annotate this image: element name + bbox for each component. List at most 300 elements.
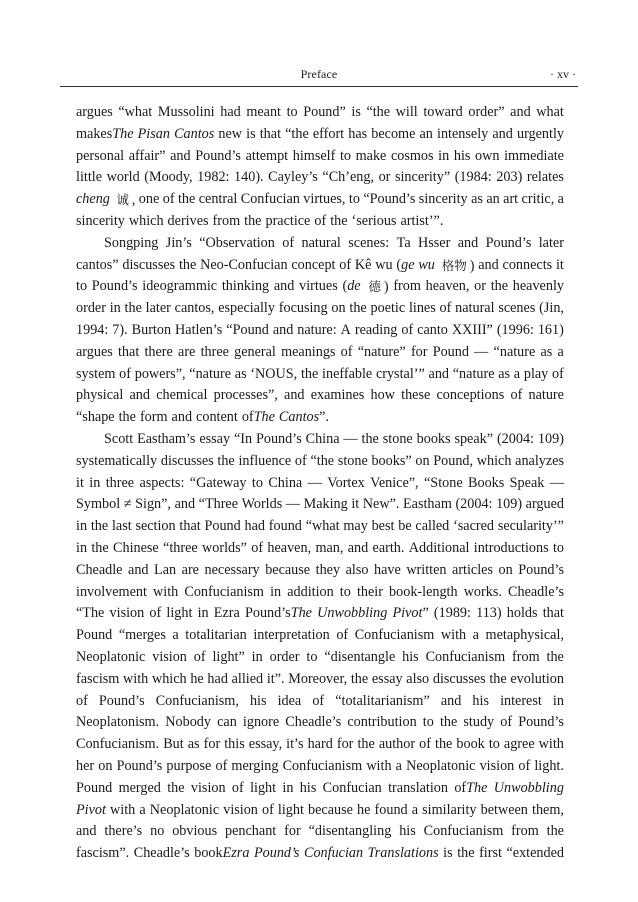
text: the xyxy=(489,670,507,687)
word xyxy=(479,843,502,865)
text: influence xyxy=(238,452,292,469)
text: 1982: xyxy=(197,169,230,186)
word xyxy=(419,734,431,756)
word xyxy=(473,625,479,647)
text: for xyxy=(284,823,301,840)
text: the xyxy=(90,518,109,535)
word xyxy=(539,734,564,756)
text: on xyxy=(415,452,430,469)
text: from xyxy=(512,648,540,665)
word xyxy=(343,429,357,451)
text: his xyxy=(399,823,416,840)
word xyxy=(125,298,142,320)
text: the xyxy=(124,300,142,317)
word xyxy=(472,691,489,713)
word xyxy=(118,102,152,124)
text: scenes: xyxy=(348,234,390,251)
text: Neoplatonism. xyxy=(76,714,160,731)
word xyxy=(246,124,255,146)
word xyxy=(199,429,230,451)
word xyxy=(204,516,240,538)
text: her xyxy=(76,757,95,774)
text: light xyxy=(277,801,304,818)
word xyxy=(76,473,84,495)
text: on xyxy=(498,561,513,578)
word xyxy=(308,473,322,495)
word xyxy=(179,255,196,277)
text: practice xyxy=(265,212,311,229)
text: with xyxy=(440,627,467,644)
word xyxy=(497,429,534,451)
text-line xyxy=(76,407,564,429)
word xyxy=(464,582,502,604)
text: vision xyxy=(152,648,187,665)
text: evolution xyxy=(510,670,564,687)
word xyxy=(547,647,564,669)
text: light. xyxy=(534,757,564,774)
word xyxy=(235,364,247,386)
word xyxy=(135,516,175,538)
text: of xyxy=(119,365,131,382)
word xyxy=(433,342,469,364)
word xyxy=(426,647,506,669)
word xyxy=(474,276,486,298)
text: — xyxy=(285,496,301,513)
text: ‘sacred xyxy=(453,518,495,535)
word xyxy=(513,276,564,298)
text: to xyxy=(286,104,298,120)
text: “the xyxy=(366,104,391,120)
text: books” xyxy=(371,452,412,469)
word xyxy=(324,647,395,669)
text: of xyxy=(76,692,88,709)
text: “the xyxy=(285,125,309,142)
text: Confucianism xyxy=(282,757,363,774)
word xyxy=(552,364,564,386)
text: metaphysical, xyxy=(485,627,564,644)
word xyxy=(262,800,274,822)
word xyxy=(189,364,231,386)
text: argues xyxy=(76,104,113,120)
word xyxy=(422,800,476,822)
text: discusses xyxy=(160,452,214,469)
word xyxy=(504,146,564,168)
word xyxy=(418,233,450,255)
text: Books xyxy=(468,474,505,491)
text: this xyxy=(224,736,245,753)
text: the xyxy=(546,823,564,840)
text: later xyxy=(538,234,564,251)
text-line xyxy=(76,778,564,800)
word xyxy=(286,734,303,756)
text: section xyxy=(135,518,176,535)
text: penchant xyxy=(225,823,277,840)
word xyxy=(198,603,209,625)
word xyxy=(500,712,512,734)
text: that xyxy=(117,343,140,360)
italic-text: wu xyxy=(418,256,435,273)
word xyxy=(161,451,214,473)
text: order xyxy=(269,648,300,665)
word xyxy=(119,407,136,429)
text: scenes xyxy=(498,300,536,317)
word xyxy=(532,800,564,822)
text: Cheadle’s xyxy=(133,845,190,862)
text: obvious xyxy=(172,823,218,840)
text: book xyxy=(456,736,485,753)
text: (Jin, xyxy=(539,300,564,317)
text: 109) xyxy=(537,430,564,447)
text: Confucianism, xyxy=(155,692,239,709)
text: and xyxy=(273,278,295,295)
word xyxy=(273,320,294,342)
word xyxy=(374,560,401,582)
word xyxy=(463,712,494,734)
text: the xyxy=(357,736,375,753)
word xyxy=(107,167,140,189)
text: between xyxy=(480,801,528,818)
word xyxy=(142,276,217,298)
word xyxy=(418,255,435,277)
text: ≠ xyxy=(123,496,132,513)
word xyxy=(429,364,450,386)
text: the xyxy=(361,430,379,447)
text: to xyxy=(76,278,88,295)
word xyxy=(265,560,310,582)
text: and xyxy=(440,692,462,709)
word xyxy=(376,364,425,386)
text: works. xyxy=(463,583,502,600)
text: translation xyxy=(388,779,448,796)
word xyxy=(144,342,172,364)
text: with xyxy=(110,801,136,818)
text: Moreover, xyxy=(288,670,348,687)
text: in xyxy=(76,518,88,535)
word xyxy=(558,342,564,364)
text: toward xyxy=(423,104,463,120)
text: how xyxy=(370,387,395,404)
word xyxy=(349,189,360,211)
text: his xyxy=(453,147,471,164)
word xyxy=(510,102,531,124)
text: the xyxy=(330,212,348,229)
text: fascism”. xyxy=(76,845,130,862)
text: of xyxy=(193,648,206,665)
text: of xyxy=(336,627,349,644)
text: “what xyxy=(118,104,153,120)
word xyxy=(468,102,504,124)
paragraph xyxy=(76,102,564,233)
text: in xyxy=(109,300,121,317)
text: “Observation xyxy=(199,234,275,251)
text: of xyxy=(215,757,228,774)
text: has xyxy=(348,125,368,142)
word xyxy=(365,276,388,298)
word xyxy=(314,211,326,233)
text: “Gateway xyxy=(189,474,247,491)
text: derives xyxy=(167,212,209,229)
word xyxy=(486,189,499,211)
word xyxy=(403,494,452,516)
italic-text: cheng xyxy=(76,191,110,208)
text: natural xyxy=(455,300,495,317)
text-line xyxy=(76,211,564,233)
word xyxy=(357,734,374,756)
word xyxy=(340,146,351,168)
word xyxy=(76,211,125,233)
text: he xyxy=(357,801,371,818)
word xyxy=(135,494,171,516)
word xyxy=(119,364,131,386)
word xyxy=(504,734,535,756)
text: Burton xyxy=(131,321,172,338)
word xyxy=(306,429,340,451)
word xyxy=(341,320,351,342)
text: that xyxy=(259,125,282,142)
text: of xyxy=(419,736,431,753)
text-line xyxy=(76,582,564,604)
text: for xyxy=(336,736,354,753)
word xyxy=(139,800,145,822)
text-line xyxy=(76,320,564,342)
text: idea xyxy=(277,692,302,709)
text: Ezra xyxy=(213,605,240,622)
word xyxy=(351,102,360,124)
word xyxy=(538,429,564,451)
text: Jin’s xyxy=(165,234,192,251)
word xyxy=(348,538,369,560)
word xyxy=(274,276,295,298)
text: from xyxy=(212,212,241,229)
text: But xyxy=(163,736,184,753)
text: earth. xyxy=(372,539,405,556)
text: attempt xyxy=(245,147,289,164)
text: a xyxy=(472,627,479,644)
text: articles xyxy=(452,561,493,578)
word xyxy=(492,124,513,146)
word xyxy=(556,255,564,277)
text: essay xyxy=(199,430,231,447)
text: Songping xyxy=(104,234,159,251)
word xyxy=(76,102,113,124)
word xyxy=(547,821,564,843)
text: processes”, xyxy=(213,387,278,404)
text: of xyxy=(500,714,513,731)
text: these xyxy=(401,387,431,404)
text: a xyxy=(139,801,146,818)
italic-text: Cantos xyxy=(174,125,215,142)
text: the xyxy=(177,191,196,208)
text: also xyxy=(406,670,430,687)
text: is xyxy=(443,845,453,862)
text: Neoplatonic xyxy=(76,648,146,665)
text: Chinese xyxy=(113,539,159,556)
text: can xyxy=(217,714,237,731)
text: books xyxy=(416,430,451,447)
text: of xyxy=(552,365,564,382)
word xyxy=(284,385,305,407)
word xyxy=(440,712,457,734)
text: ignore xyxy=(242,714,280,731)
word xyxy=(128,560,149,582)
text: with xyxy=(366,757,392,774)
word xyxy=(156,691,239,713)
word xyxy=(327,473,365,495)
text-line xyxy=(76,124,564,146)
word xyxy=(190,473,247,495)
word xyxy=(524,364,548,386)
word xyxy=(246,146,289,168)
text: meant xyxy=(246,104,281,120)
word xyxy=(471,189,483,211)
word xyxy=(508,582,564,604)
text: as xyxy=(498,365,511,382)
text: “extended xyxy=(506,845,564,862)
word xyxy=(424,473,463,495)
text: form xyxy=(139,409,168,426)
text: Pound’s xyxy=(91,278,138,295)
text: (2004: xyxy=(496,430,534,447)
text: of xyxy=(339,256,352,273)
italic-text: Cantos xyxy=(278,409,320,426)
word xyxy=(455,494,492,516)
text-line xyxy=(76,298,564,320)
text: from xyxy=(511,823,539,840)
word xyxy=(76,276,87,298)
word xyxy=(514,364,520,386)
text: central xyxy=(198,191,238,208)
word xyxy=(269,516,302,538)
word xyxy=(419,189,468,211)
word xyxy=(246,102,281,124)
word xyxy=(199,233,275,255)
text: light xyxy=(166,605,193,622)
paragraph xyxy=(76,233,564,429)
text: one xyxy=(138,191,160,208)
word xyxy=(268,167,318,189)
word xyxy=(76,167,102,189)
word xyxy=(355,255,372,277)
word xyxy=(306,647,317,669)
text: speak” xyxy=(454,430,494,447)
word xyxy=(172,821,217,843)
word xyxy=(396,102,418,124)
text: the xyxy=(217,452,235,469)
text: an xyxy=(486,191,500,208)
word xyxy=(234,167,264,189)
text: stone xyxy=(382,430,413,447)
word xyxy=(339,255,351,277)
text: Confucianism xyxy=(354,627,435,644)
word xyxy=(285,712,341,734)
word xyxy=(166,603,192,625)
text: best xyxy=(371,518,395,535)
text: nature: xyxy=(297,321,337,338)
word xyxy=(123,669,148,691)
text: Pound’s xyxy=(518,561,564,578)
word xyxy=(252,473,263,495)
text: Pound’s xyxy=(244,605,291,622)
word xyxy=(437,124,488,146)
text-line xyxy=(76,625,564,647)
text: Pound xyxy=(432,343,469,360)
word xyxy=(267,669,285,691)
text: cantos, xyxy=(174,300,215,317)
word xyxy=(76,124,134,146)
text: with xyxy=(153,583,179,600)
word xyxy=(188,734,200,756)
word xyxy=(185,625,246,647)
word xyxy=(308,800,353,822)
text: to xyxy=(339,583,351,600)
word xyxy=(499,560,513,582)
text: thinking xyxy=(221,278,270,295)
word xyxy=(400,211,443,233)
word xyxy=(371,451,411,473)
text: chemical xyxy=(156,387,208,404)
word xyxy=(303,102,346,124)
text: canto xyxy=(417,321,448,338)
word xyxy=(178,189,195,211)
word xyxy=(409,298,436,320)
word xyxy=(232,669,264,691)
text: the xyxy=(244,212,262,229)
text: last xyxy=(111,518,132,535)
text: it xyxy=(555,256,564,273)
text: of xyxy=(510,387,523,404)
text: sincerity xyxy=(76,212,125,229)
italic-text: The xyxy=(290,605,312,622)
word xyxy=(417,320,448,342)
word xyxy=(391,146,434,168)
text: (1989: xyxy=(433,605,471,622)
word xyxy=(558,189,564,211)
word xyxy=(506,843,564,865)
text: and xyxy=(457,234,479,251)
text: meanings xyxy=(281,343,336,360)
word xyxy=(98,756,112,778)
word xyxy=(104,821,142,843)
word xyxy=(299,276,338,298)
text-line xyxy=(76,669,564,691)
word xyxy=(118,342,139,364)
text: Speak xyxy=(509,474,545,491)
text: may xyxy=(343,518,368,535)
word xyxy=(253,625,329,647)
word xyxy=(434,603,471,625)
word xyxy=(342,276,360,298)
word xyxy=(238,451,291,473)
text: Pound xyxy=(204,518,241,535)
word xyxy=(158,102,215,124)
text: critic, xyxy=(521,191,555,208)
italic-text: Pivot xyxy=(76,801,106,818)
word xyxy=(401,385,430,407)
word xyxy=(453,516,494,538)
text: written xyxy=(406,561,447,578)
word xyxy=(212,647,244,669)
word xyxy=(249,734,282,756)
word xyxy=(104,233,158,255)
word xyxy=(503,189,518,211)
text: intensely xyxy=(437,125,489,142)
word xyxy=(286,494,300,516)
word xyxy=(110,298,121,320)
word xyxy=(220,102,241,124)
text: “three xyxy=(163,539,198,556)
text: it’s xyxy=(286,736,304,753)
text: — xyxy=(474,343,489,360)
